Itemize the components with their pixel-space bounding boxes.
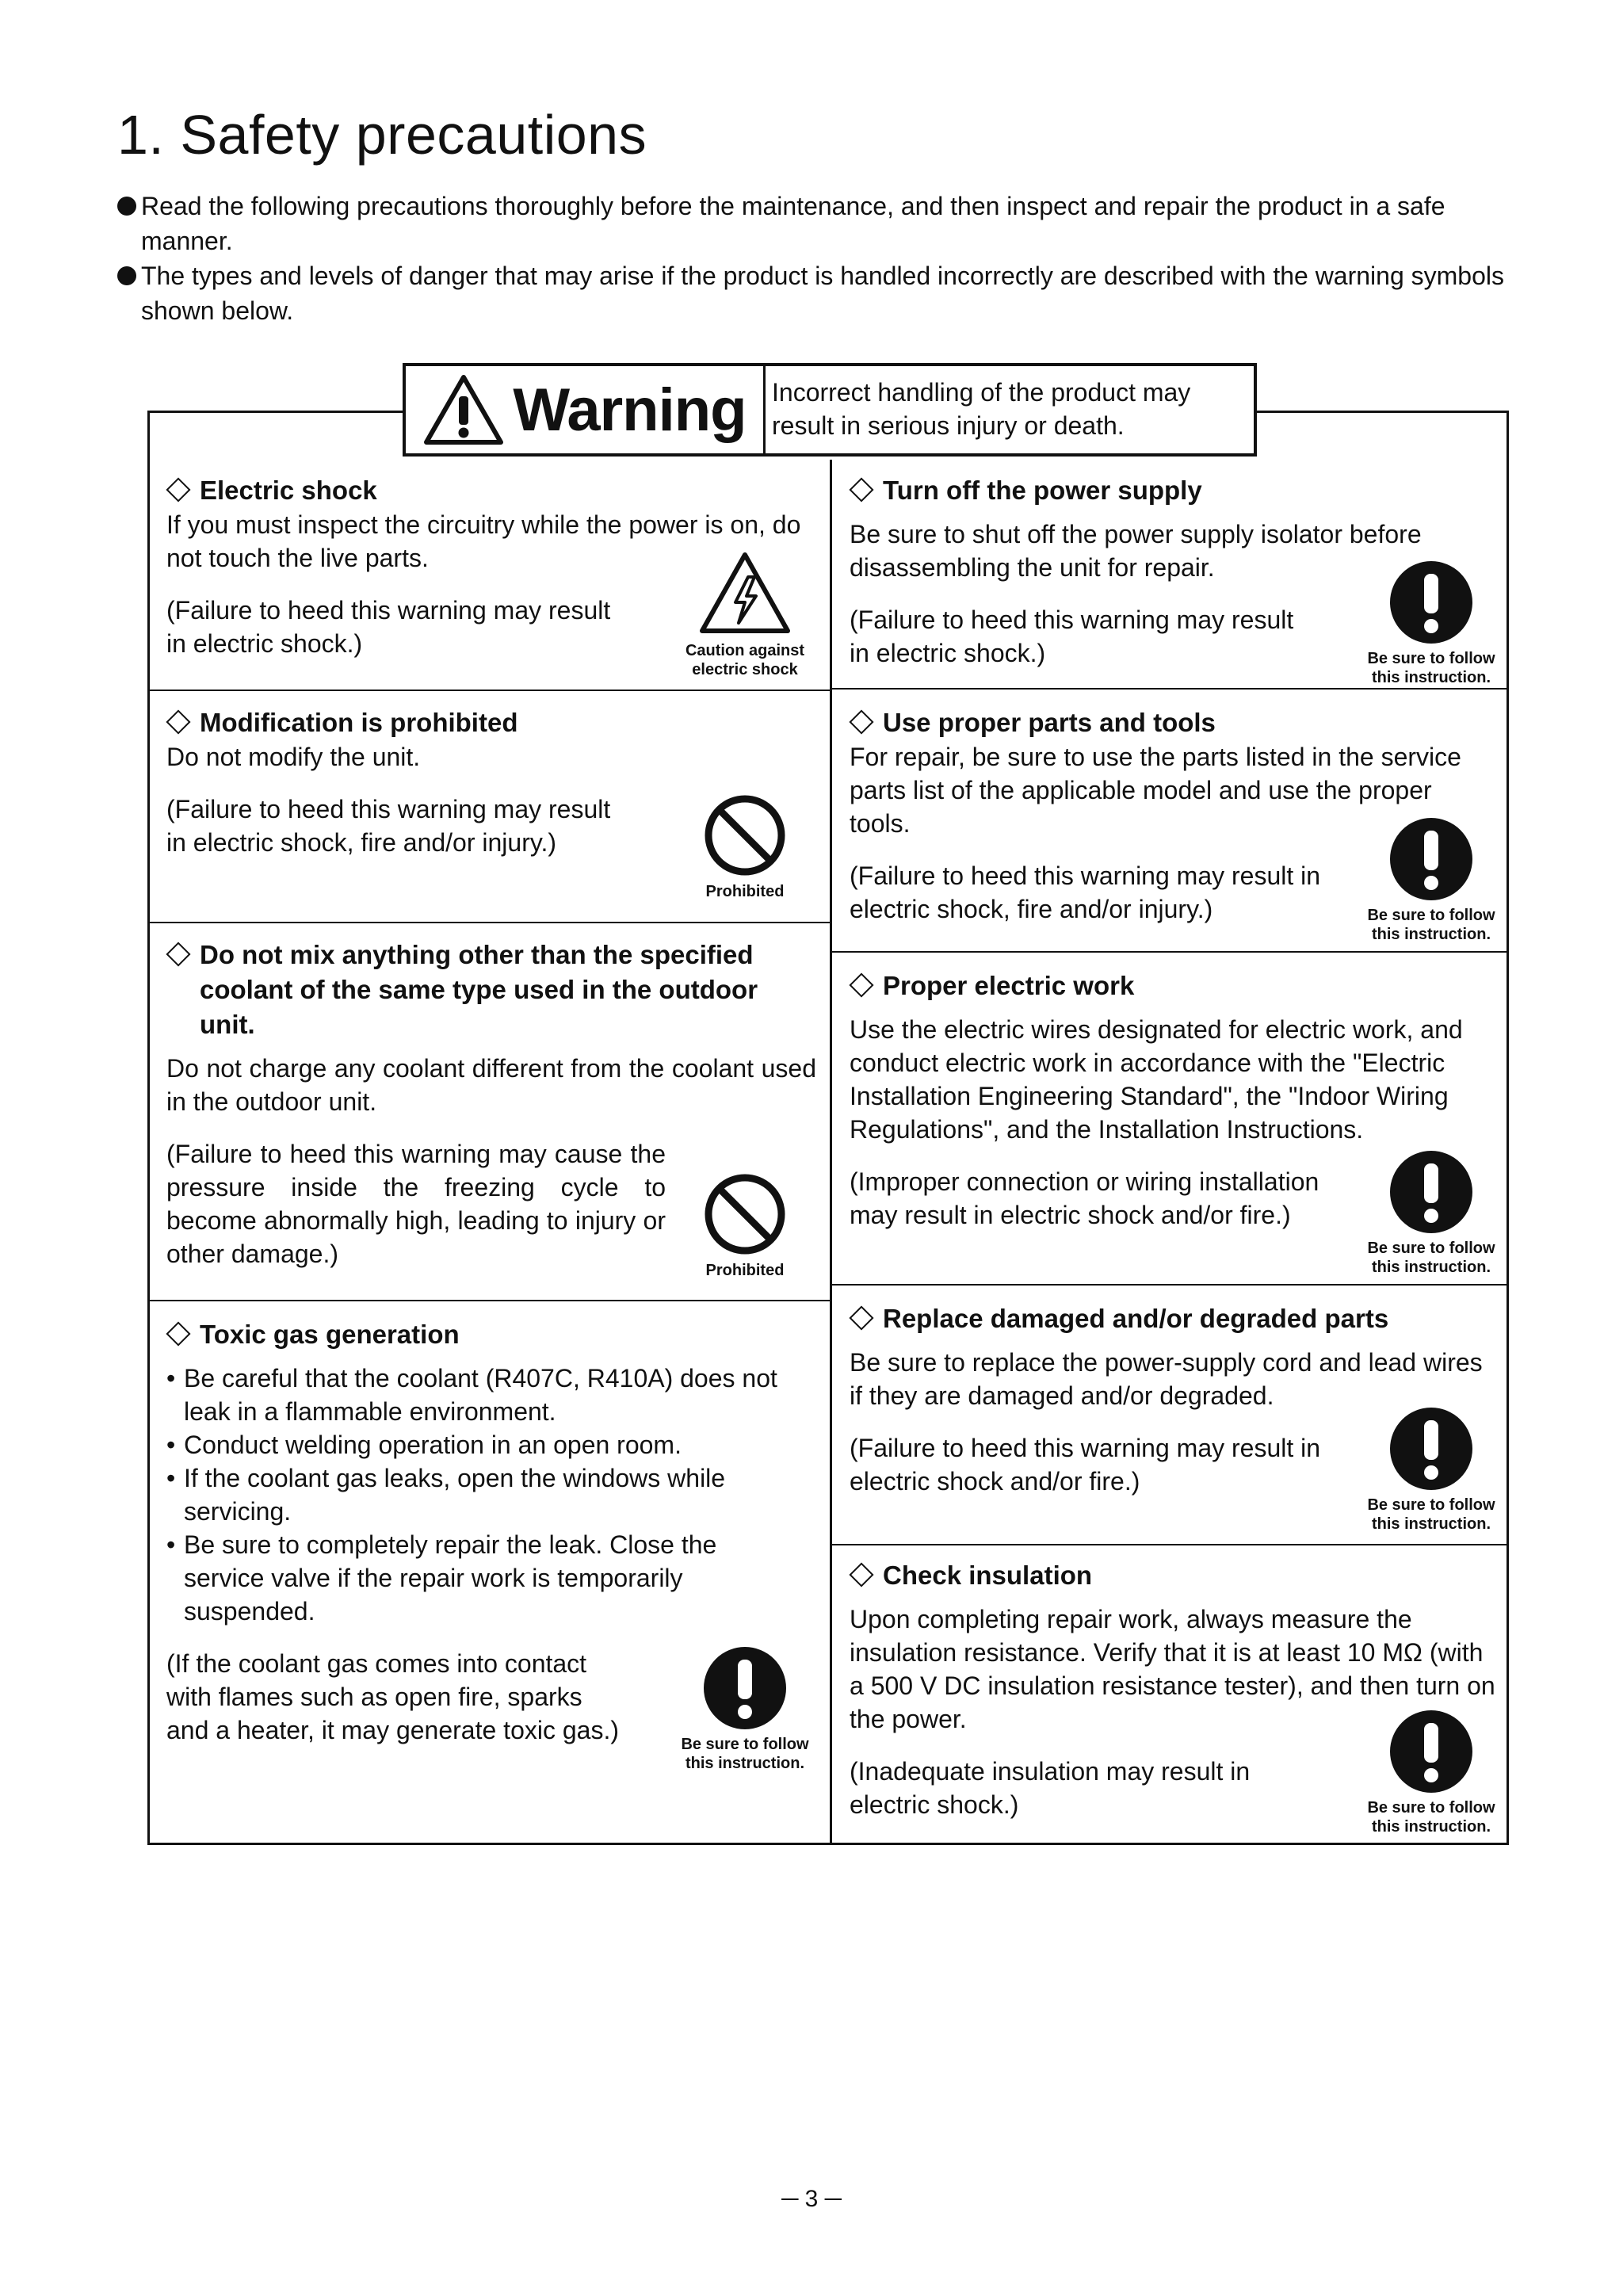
diamond-icon xyxy=(849,709,873,734)
diamond-icon xyxy=(166,477,190,502)
follow-instruction-symbol: Be sure to follow this instruction. xyxy=(1361,1406,1501,1534)
warning-description: Incorrect handling of the product may result in serious injury or death. xyxy=(772,378,1191,440)
diamond-icon xyxy=(849,972,873,997)
toxic-gas-list xyxy=(166,1362,792,1628)
prohibited-icon xyxy=(702,1171,788,1257)
row-divider xyxy=(831,1284,1507,1286)
list-item: • If the coolant gas leaks, open the windows while servicing. xyxy=(166,1461,792,1528)
exclamation-icon xyxy=(1388,1149,1474,1235)
follow-instruction-symbol: Be sure to follow this instruction. xyxy=(1361,1709,1501,1836)
section-proper-electric-work: Proper electric work Use the electric wires designated for electric work, and conduct electric work in accordance with the "Electric Installation Engineering Standard", the "Indoor Wiring Regulations", and the Installation Instructions. (Improper connection or wiring installation may result in electric shock and/or fire.) xyxy=(850,971,1463,1229)
section-replace-damaged-parts: Replace damaged and/or degraded parts Be sure to replace the power-supply cord and lead wires if they are damaged and/or degraded. (Failure to heed this warning may result in electric shock and/or fire.) xyxy=(850,1304,1483,1496)
diamond-icon xyxy=(166,709,190,734)
caution-electric-shock-symbol: Caution against electric shock xyxy=(678,550,812,679)
page-title: 1. Safety precautions xyxy=(117,104,647,166)
warning-triangle-icon xyxy=(422,372,505,447)
follow-instruction-symbol: Be sure to follow this instruction. xyxy=(1361,816,1501,944)
exclamation-icon xyxy=(1388,1709,1474,1794)
exclamation-icon xyxy=(1388,560,1474,645)
column-divider xyxy=(830,460,832,1845)
prohibited-icon xyxy=(702,793,788,878)
list-item: • Be careful that the coolant (R407C, R410A) does not leak in a flammable environment. xyxy=(166,1362,792,1428)
electric-shock-icon xyxy=(697,550,792,637)
row-divider xyxy=(149,922,831,923)
intro-bullet-1: Read the following precautions thoroughly before the maintenance, and then inspect and repair the product in a safe manner. xyxy=(117,189,1512,258)
warning-label xyxy=(406,366,766,453)
diamond-icon xyxy=(849,1562,873,1587)
follow-instruction-symbol: Be sure to follow this instruction. xyxy=(677,1645,813,1773)
warning-word: Warning xyxy=(513,376,747,444)
prohibited-symbol: Prohibited xyxy=(689,793,800,901)
follow-instruction-symbol: Be sure to follow this instruction. xyxy=(1361,560,1501,687)
section-electric-shock: Electric shock If you must inspect the circuitry while the power is on, do not touch the live parts. (Failure to heed this warning may result in electric shock.) xyxy=(166,476,801,658)
section-modification-prohibited: Modification is prohibited Do not modify the unit. (Failure to heed this warning may result in electric shock, fire and/or injury.) xyxy=(166,708,611,857)
diamond-icon xyxy=(166,1321,190,1346)
row-divider xyxy=(831,688,1507,690)
exclamation-icon xyxy=(702,1645,788,1731)
section-coolant-mixing: Do not mix anything other than the specified coolant of the same type used in the outdoor unit. Do not charge any coolant different from the coolant used in the outdoor unit. (Failure to heed this warning may cause the pressure inside the freezing cycle to become abnormally high, leading to injury or other damage.) xyxy=(166,940,816,1268)
page-number: ─ 3 ─ xyxy=(781,2186,842,2212)
list-item: • Conduct welding operation in an open room. xyxy=(166,1428,792,1461)
bullet-dot xyxy=(117,266,136,285)
row-divider xyxy=(831,1544,1507,1545)
intro-bullet-2: The types and levels of danger that may arise if the product is handled incorrectly are described with the warning symbols shown below. xyxy=(117,258,1512,328)
exclamation-icon xyxy=(1388,1406,1474,1492)
prohibited-symbol: Prohibited xyxy=(689,1171,800,1280)
section-turn-off-power: Turn off the power supply Be sure to shut off the power supply isolator before disassembling the unit for repair. (Failure to heed this warning may result in electric shock.) xyxy=(850,476,1422,667)
list-item: • Be sure to completely repair the leak. Close the service valve if the repair work is temporarily suspended. xyxy=(166,1528,792,1628)
diamond-icon xyxy=(849,1305,873,1330)
exclamation-icon xyxy=(1388,816,1474,902)
section-toxic-gas: Toxic gas generation • Be careful that the coolant (R407C, R410A) does not leak in a flammable environment. • Conduct welding operation in an open room. • If the coolant gas leaks, open the windows while servicing. • Be sure to completely repair the leak. Close the service valve if the repair work is temporarily suspended. (If the coolant gas comes into contact with flames such as open fire, sparks and a heater, it may generate toxic gas.) xyxy=(166,1317,800,1747)
row-divider xyxy=(831,951,1507,953)
diamond-icon xyxy=(849,477,873,502)
bullet-dot xyxy=(117,197,136,216)
section-check-insulation: Check insulation Upon completing repair work, always measure the insulation resistance. Verify that it is at least 10 MΩ (with a 500 V DC insulation resistance tester), and then turn on the power. (Inadequate insulation may result in electric shock.) xyxy=(850,1561,1495,1819)
warning-banner xyxy=(403,363,1257,457)
row-divider xyxy=(149,690,831,691)
follow-instruction-symbol: Be sure to follow this instruction. xyxy=(1361,1149,1501,1277)
section-proper-parts-tools: Use proper parts and tools For repair, be sure to use the parts listed in the service parts list of the applicable model and use the proper tools. (Failure to heed this warning may result in electric shock, fire and/or injury.) xyxy=(850,708,1461,923)
row-divider xyxy=(149,1300,831,1301)
diamond-icon xyxy=(166,942,190,966)
